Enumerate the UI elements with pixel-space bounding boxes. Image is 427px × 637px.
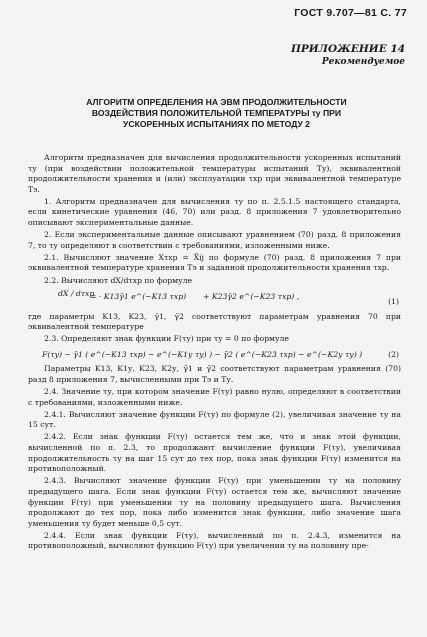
formula-2-expression: F(τу) − γ̄1 ( e^(−K13 τхр) − e^(−K1у τу) ) − γ̄2 ( e^(−K23 τхр) − e^(−K2у τу) )	[42, 350, 363, 360]
formula-2-number: (2)	[388, 350, 399, 360]
title-line: АЛГОРИТМ ОПРЕДЕЛЕНИЯ НА ЭВМ ПРОДОЛЖИТЕЛЬНОСТИ	[86, 97, 347, 107]
paragraph: 2.1. Вычисляют значение Xτхр = X̄ij по формуле (70) разд. 8 приложения 7 при эквивалентной температуре хранения Тэ и заданной продолжительности хранения τхр.	[28, 252, 401, 273]
paragraph: 1. Алгоритм предназначен для вычисления τу по п. 2.5.1.5 настоящего стандарта, если кинетические уравнения (46, 70) или разд. 8 приложения 7 удовлетворительно описывают экспериментальные данные.	[28, 196, 401, 228]
paragraph: 2.4.3. Вычисляют значение функции F(τу) при уменьшении τу на половину предыдущего шага. Если знак функции F(τу) остается тем же, вычисляют значение функции F(τу) при уменьшении τу на половину предыдущего шага. Вычисления продолжают до тех пор, пока либо изменится знак функции, либо значение шага уменьшения τу будет меньше 0,5 сут.	[28, 476, 401, 528]
title-line: УСКОРЕННЫХ ИСПЫТАНИЯХ ПО МЕТОДУ 2	[123, 119, 310, 129]
paragraph: 2.4.2. Если знак функции F(τу) остается тем же, что и знак этой функции, вычисленной по п. 2.3, то продолжают вычисление функции F(τу), увеличивая продолжительность τу на шаг 15 сут до тех пор, пока знак функции F(τу) изменится на противоположный.	[28, 432, 401, 474]
appendix-title: ПРИЛОЖЕНИЕ 14	[290, 43, 405, 55]
paragraph: 2.2. Вычисляют dX/dτхр по формуле	[44, 275, 193, 285]
paragraph: 2.4.1. Вычисляют значение функции F(τу) по формуле (2), увеличивая значение τу на 15 сут.	[28, 409, 401, 430]
formula-1-lhs: dX / dτхр	[58, 288, 95, 298]
paragraph: 2. Если экспериментальные данные описывают уравнением (70) разд. 8 приложения 7, то τу определяют в соответствии с требованиями, изложенными ниже.	[28, 230, 401, 250]
document-body	[28, 153, 401, 554]
paragraph: 2.3. Определяют знак функции F(τу) при τу = 0 по формуле	[44, 334, 289, 344]
paragraph: 2.4.4. Если знак функции F(τу), вычисленный по п. 2.4.3, изменится на противоположный, вычисляют функцию F(τу) при увеличении τу на половину пре-	[28, 530, 401, 551]
paragraph: где параметры K13, K23, γ̄1, γ̄2 соответствуют параметрам уравнения 70 при эквивалентной температуре	[28, 311, 401, 332]
title-line: ВОЗДЕЙСТВИЯ ПОЛОЖИТЕЛЬНОЙ ТЕМПЕРАТУРЫ τу ПРИ	[91, 108, 342, 118]
page-header: ГОСТ 9.707—81 С. 77	[294, 7, 407, 19]
appendix-label	[291, 43, 405, 67]
formula-1-term-1: = · K13γ̄1 e^(−K13 τхр)	[90, 291, 187, 301]
formula-1	[28, 288, 401, 312]
formula-2	[28, 346, 401, 364]
paragraph: Параметры K13, K1у, K23, K2у, γ̄1 и γ̄2 соответствуют параметрам уравнения (70) разд 8 приложения 7, вычисленными при Тэ и Ту.	[28, 364, 401, 384]
document-title	[44, 97, 389, 130]
formula-1-term-2: + K23γ̄2 e^(−K23 τхр) ,	[203, 291, 300, 301]
formula-1-number: (1)	[388, 296, 399, 306]
appendix-subtitle: Рекомендуемое	[321, 57, 405, 67]
paragraph: 2.4. Значение τу, при котором значение F(τу) равно нулю, определяют в соответствии с требованиями, изложенными ниже.	[28, 387, 401, 407]
paragraph: Алгоритм предназначен для вычисления продолжительности ускоренных испытаний τу (при воздействии положительной температуры испытаний Ту), эквивалентной продолжительности хранения и (или) эксплуатации τхр при эквивалентной температуре Тэ.	[28, 153, 401, 194]
